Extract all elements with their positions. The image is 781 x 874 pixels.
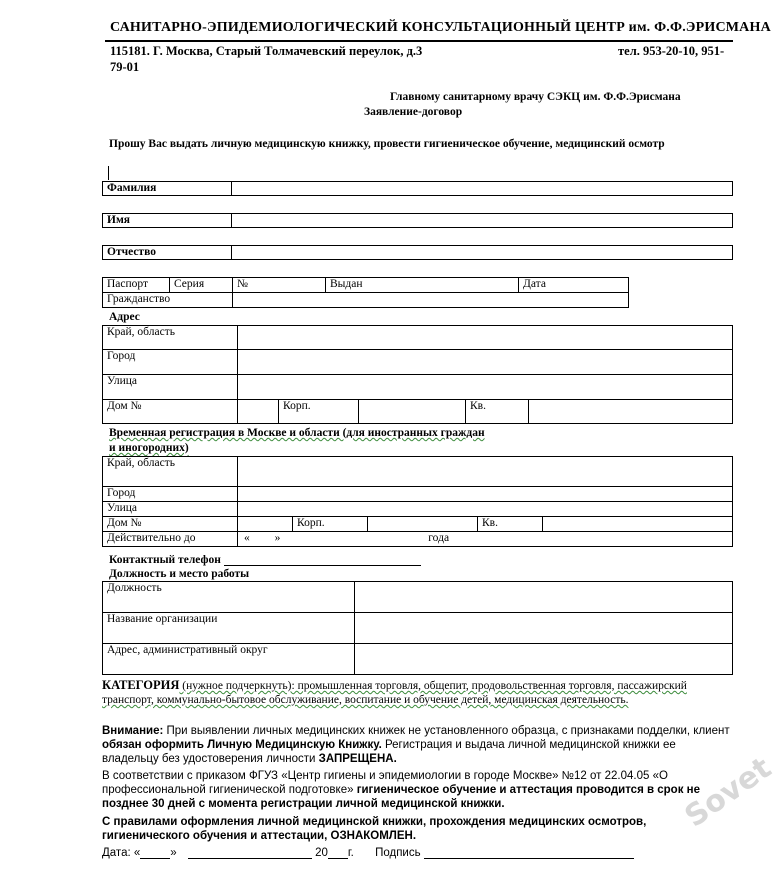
building-input[interactable] (359, 400, 466, 424)
acknowledge-text: С правилами оформления личной медицинской книжки, прохождения медицинских осмотров, гигиенического обучения и аттестации, (102, 816, 647, 842)
region-label: Край, область (103, 326, 238, 350)
passport-table (102, 277, 629, 308)
date-day-input[interactable] (140, 847, 170, 859)
header-divider (105, 40, 733, 42)
temp-house-input[interactable] (238, 517, 293, 532)
position-table (102, 581, 733, 675)
contact-phone-input[interactable] (224, 553, 421, 566)
center-phone: тел. 953-20-10, 951- (618, 44, 725, 58)
temp-region-label: Край, область (103, 457, 238, 487)
contact-phone-label: Контактный телефон (109, 554, 221, 566)
surname-input[interactable] (232, 182, 733, 196)
center-address: 115181. Г. Москва, Старый Толмачевский переулок, д.3 (110, 44, 423, 58)
name-input[interactable] (232, 214, 733, 228)
temp-city-input[interactable] (238, 487, 733, 502)
order-bold: гигиеническое обучение и аттестация проводится в срок не позднее 30 дней с момента регистрации личной медицинской книжки. (102, 784, 700, 810)
org-input[interactable] (355, 613, 733, 644)
attention-bold-1: обязан оформить Личную Медицинскую Книжку. (102, 739, 382, 751)
citizenship-label: Гражданство (103, 293, 233, 308)
apt-label: Кв. (466, 400, 529, 424)
attention-text-2: Регистрация и выдача личной медицинской книжки ее владельцу без удостоверения личности (102, 739, 676, 765)
date-close: » (170, 847, 177, 859)
temp-region-input[interactable] (238, 457, 733, 487)
footer-row (102, 847, 634, 859)
position-label: Должность (103, 582, 355, 613)
attention-paragraph (102, 724, 732, 766)
date-label: Дата (519, 278, 629, 293)
city-input[interactable] (238, 350, 733, 375)
date-month-input[interactable] (188, 847, 312, 859)
valid-quote-open: « (244, 532, 250, 544)
surname-label: Фамилия (103, 182, 232, 196)
document-type: Заявление-договор (364, 106, 463, 118)
valid-quote-close: » (274, 532, 281, 544)
address-heading: Адрес (109, 311, 140, 323)
request-text: Прошу Вас выдать личную медицинскую книжку, провести гигиеническое обучение, медицинский осмотр (109, 138, 665, 150)
text-cursor (108, 166, 109, 180)
signature-input[interactable] (424, 847, 634, 859)
signature-label: Подпись (375, 847, 421, 859)
center-title: САНИТАРНО-ЭПИДЕМИОЛОГИЧЕСКИЙ КОНСУЛЬТАЦИОННЫЙ ЦЕНТР им. Ф.Ф.ЭРИСМАНА (110, 20, 771, 35)
citizenship-input[interactable] (233, 293, 629, 308)
center-phone-continued: 79-01 (110, 60, 140, 74)
addressee: Главному санитарному врачу СЭКЦ им. Ф.Ф.Эрисмана (390, 91, 681, 103)
building-label: Корп. (279, 400, 359, 424)
temp-reg-heading-line2: и иногородних) (109, 442, 189, 454)
name-row (102, 213, 733, 228)
temp-house-label: Дом № (103, 517, 238, 532)
temp-reg-heading (109, 427, 485, 439)
date-year-input[interactable] (328, 847, 348, 859)
surname-row (102, 181, 733, 196)
patronymic-input[interactable] (232, 246, 733, 260)
apt-input[interactable] (529, 400, 733, 424)
acknowledge-bold: ОЗНАКОМЛЕН. (330, 830, 417, 842)
attention-bold-2: ЗАПРЕЩЕНА. (318, 753, 397, 765)
temp-apt-input[interactable] (543, 517, 733, 532)
temp-reg-heading-line1: Временная регистрация в Москве и области (для иностранных граждан (109, 427, 485, 439)
temp-reg-heading-2 (109, 442, 189, 454)
city-label: Город (103, 350, 238, 375)
temp-building-input[interactable] (368, 517, 478, 532)
region-input[interactable] (238, 326, 733, 350)
house-input[interactable] (238, 400, 279, 424)
number-label: № (233, 278, 326, 293)
patronymic-row (102, 245, 733, 260)
date-label-footer: Дата: « (102, 847, 141, 859)
temp-city-label: Город (103, 487, 238, 502)
house-label: Дом № (103, 400, 238, 424)
valid-until-label: Действительно до (103, 532, 238, 547)
temp-street-label: Улица (103, 502, 238, 517)
order-paragraph (102, 769, 732, 811)
attention-text-1: При выявлении личных медицинских книжек не установленного образца, с признаками подделки, клиент (163, 725, 730, 737)
org-label: Название организации (103, 613, 355, 644)
category-paragraph (102, 678, 732, 707)
acknowledge-paragraph (102, 815, 732, 843)
temp-building-label: Корп. (293, 517, 368, 532)
street-label: Улица (103, 375, 238, 400)
patronymic-label: Отчество (103, 246, 232, 260)
category-text: (нужное подчеркнуть): промышленная торговля, общепит, продовольственная торговля, пассажирский транспорт, коммунально-бытовое обслуживание, воспитание и обучение детей, медицинская деятельность. (102, 680, 687, 706)
date-year-prefix: 20 (315, 847, 328, 859)
order-text: В соответствии с приказом ФГУЗ «Центр гигиены и эпидемиологии в городе Москве» №12 от 22.04.05 «О профессиональной гигиенической подготовке» (102, 770, 668, 796)
temp-apt-label: Кв. (478, 517, 543, 532)
date-year-suffix: г. (347, 847, 354, 859)
passport-label: Паспорт (103, 278, 170, 293)
series-label: Серия (170, 278, 233, 293)
temp-street-input[interactable] (238, 502, 733, 517)
position-input[interactable] (355, 582, 733, 613)
attention-label: Внимание: (102, 725, 164, 737)
org-address-input[interactable] (355, 644, 733, 675)
issued-label: Выдан (326, 278, 519, 293)
org-address-label: Адрес, административный округ (103, 644, 355, 675)
valid-year-label: года (428, 532, 450, 544)
watermark-logo: Sovet (678, 750, 778, 835)
contact-phone-row (109, 553, 421, 566)
position-heading: Должность и место работы (109, 568, 250, 580)
temp-reg-table (102, 456, 733, 547)
valid-until-input[interactable] (238, 532, 733, 547)
name-label: Имя (103, 214, 232, 228)
address-table (102, 325, 733, 424)
category-label: КАТЕГОРИЯ (102, 678, 180, 692)
street-input[interactable] (238, 375, 733, 400)
